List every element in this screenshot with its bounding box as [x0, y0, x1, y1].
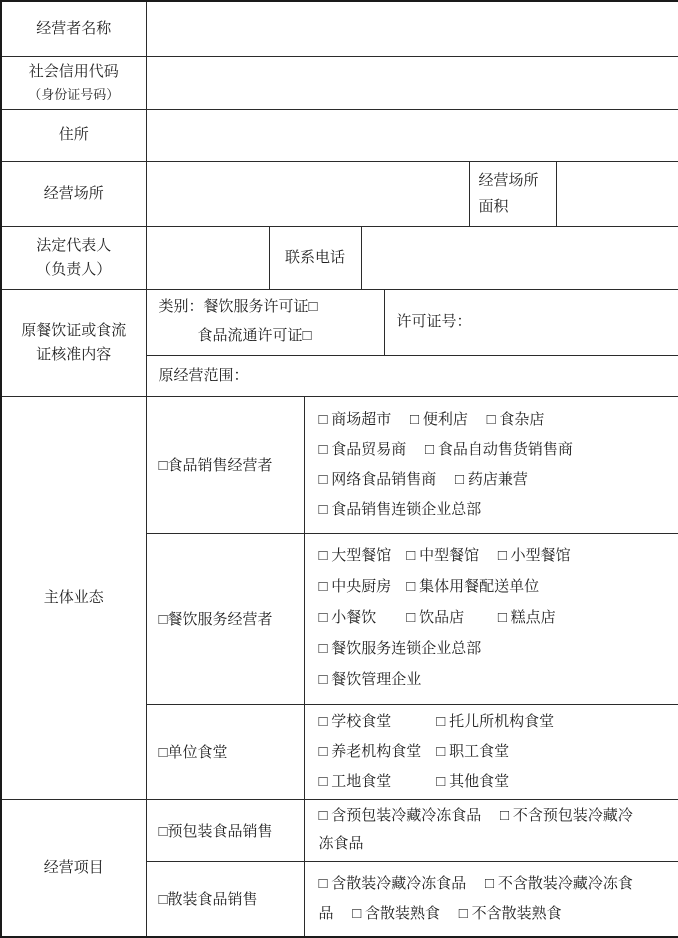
credit-code-label-line1: 社会信用代码 [2, 60, 146, 84]
original-license-label [1, 289, 146, 396]
food-seller-checkbox-cell[interactable]: □食品销售经营者 [146, 396, 304, 533]
catering-service-options-cell [304, 533, 678, 704]
checkbox-option-line[interactable]: □ 学校食堂 □ 托儿所机构食堂 [319, 707, 678, 737]
premises-area-input-cell[interactable] [556, 161, 678, 226]
legal-representative-input-cell[interactable] [146, 226, 269, 289]
row-residence [1, 109, 678, 161]
catering-service-checkbox-cell[interactable]: □餐饮服务经营者 [146, 533, 304, 704]
checkbox-option-line[interactable]: □ 养老机构食堂 □ 职工食堂 [319, 737, 678, 767]
bulk-food-options-cell [304, 861, 678, 937]
credit-code-label [1, 56, 146, 109]
license-category-line1[interactable]: 类别：餐饮服务许可证□ [159, 293, 384, 322]
unit-canteen-checkbox-cell[interactable]: □单位食堂 [146, 704, 304, 799]
checkbox-option-line[interactable]: 冻食品 [319, 830, 678, 858]
row-food-seller [1, 396, 678, 533]
checkbox-option-line[interactable]: □ 含散装冷藏冷冻食品 □ 不含散装冷藏冷冻食 [319, 869, 678, 899]
legal-representative-label-line1: 法定代表人 [2, 234, 146, 258]
main-business-type-label: 主体业态 [1, 396, 146, 799]
checkbox-option-line[interactable]: □ 餐饮管理企业 [319, 665, 678, 696]
original-license-label-line1: 原餐饮证或食流 [2, 319, 146, 343]
credit-code-sublabel: （身份证号码） [2, 84, 146, 106]
checkbox-option-line[interactable]: 品 □ 含散装熟食 □ 不含散装熟食 [319, 899, 678, 929]
residence-input-cell[interactable] [146, 109, 678, 161]
premises-input-cell[interactable] [146, 161, 469, 226]
checkbox-option-line[interactable]: □ 网络食品销售商 □ 药店兼营 [319, 465, 678, 495]
checkbox-option-line[interactable]: □ 工地食堂 □ 其他食堂 [319, 767, 678, 797]
checkbox-option-line[interactable]: □ 含预包装冷藏冷冻食品 □ 不含预包装冷藏冷 [319, 802, 678, 830]
checkbox-option-line[interactable]: □ 大型餐馆 □ 中型餐馆 □ 小型餐馆 [319, 541, 678, 572]
premises-area-label-line1: 经营场所 [479, 168, 556, 194]
contact-phone-label: 联系电话 [269, 226, 361, 289]
prepackaged-food-options-cell [304, 799, 678, 861]
premises-area-label-line2: 面积 [479, 194, 556, 220]
checkbox-option-line[interactable]: □ 餐饮服务连锁企业总部 [319, 634, 678, 665]
license-number-cell[interactable]: 许可证号： [384, 289, 678, 355]
credit-code-input-cell[interactable] [146, 56, 678, 109]
legal-representative-label [1, 226, 146, 289]
residence-label: 住所 [1, 109, 146, 161]
row-credit-code [1, 56, 678, 109]
contact-phone-input-cell[interactable] [361, 226, 678, 289]
operator-name-label: 经营者名称 [1, 1, 146, 56]
original-scope-cell[interactable]: 原经营范围： [146, 355, 678, 396]
checkbox-option-line[interactable]: □ 中央厨房 □ 集体用餐配送单位 [319, 572, 678, 603]
checkbox-option-line[interactable]: □ 食品贸易商 □ 食品自动售货销售商 [319, 435, 678, 465]
unit-canteen-options-cell [304, 704, 678, 799]
business-items-label: 经营项目 [1, 799, 146, 937]
row-operator-name [1, 1, 678, 56]
prepackaged-food-checkbox-cell[interactable]: □预包装食品销售 [146, 799, 304, 861]
legal-representative-label-line2: （负责人） [2, 258, 146, 282]
bulk-food-checkbox-cell[interactable]: □散装食品销售 [146, 861, 304, 937]
row-legal-representative [1, 226, 678, 289]
food-seller-options-cell [304, 396, 678, 533]
row-premises [1, 161, 678, 226]
checkbox-option-line[interactable]: □ 小餐饮 □ 饮品店 □ 糕点店 [319, 603, 678, 634]
operator-name-input-cell[interactable] [146, 1, 678, 56]
checkbox-option-line[interactable]: □ 食品销售连锁企业总部 [319, 495, 678, 525]
license-category-line2[interactable]: 食品流通许可证□ [198, 322, 384, 351]
checkbox-option-line[interactable]: □ 商场超市 □ 便利店 □ 食杂店 [319, 405, 678, 435]
original-license-label-line2: 证核准内容 [2, 343, 146, 367]
license-category-cell[interactable] [146, 289, 384, 355]
premises-label: 经营场所 [1, 161, 146, 226]
row-original-license-category [1, 289, 678, 355]
premises-area-label [469, 161, 556, 226]
row-prepackaged-food [1, 799, 678, 861]
